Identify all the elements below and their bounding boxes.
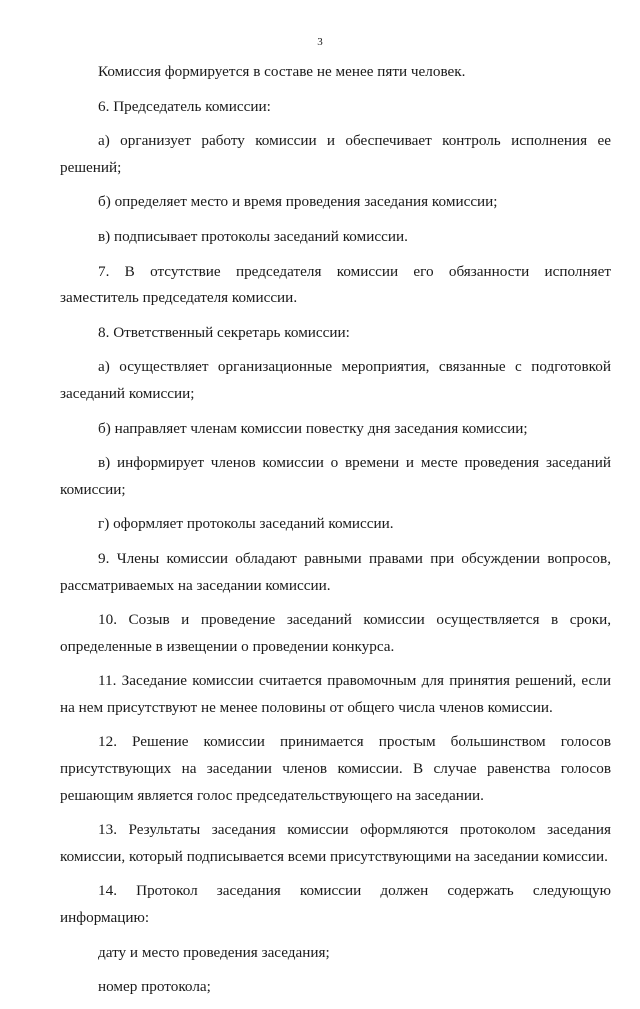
paragraph-8a: а) осуществляет организационные мероприятия, связанные с подготовкой заседаний комиссии; bbox=[60, 358, 611, 402]
paragraph-14-item-number: номер протокола; bbox=[98, 978, 211, 996]
paragraph-7: 7. В отсутствие председателя комиссии его обязанности исполняет заместитель председателя комиссии. bbox=[60, 262, 611, 307]
document-body bbox=[60, 59, 611, 1009]
paragraph-6c: в) подписывает протоколы заседаний комиссии. bbox=[98, 227, 408, 245]
paragraph-10: 10. Созыв и проведение заседаний комиссии осуществляется в сроки, определенные в извещении о проведении конкурса. bbox=[60, 611, 611, 655]
paragraph-6a: а) организует работу комиссии и обеспечивает контроль исполнения ее решений; bbox=[60, 132, 611, 176]
paragraph-14-item-date: дату и место проведения заседания; bbox=[98, 943, 330, 961]
paragraph-8b: б) направляет членам комиссии повестку дня заседания комиссии; bbox=[98, 419, 528, 437]
paragraph-6b: б) определяет место и время проведения заседания комиссии; bbox=[98, 193, 498, 211]
paragraph-14: 14. Протокол заседания комиссии должен содержать следующую информацию: bbox=[60, 882, 611, 927]
paragraph-8d: г) оформляет протоколы заседаний комиссии. bbox=[98, 515, 394, 533]
paragraph-11: 11. Заседание комиссии считается правомочным для принятия решений, если на нем присутствуют не менее половины от общего числа членов комиссии. bbox=[60, 672, 611, 716]
page-number: 3 bbox=[317, 36, 323, 48]
paragraph-9: 9. Члены комиссии обладают равными правами при обсуждении вопросов, рассматриваемых на заседании комиссии. bbox=[60, 549, 611, 594]
paragraph-8c: в) информирует членов комиссии о времени и месте проведения заседаний комиссии; bbox=[60, 454, 611, 498]
paragraph-commission-size: Комиссия формируется в составе не менее пяти человек. bbox=[98, 63, 466, 80]
paragraph-8-secretary-heading: 8. Ответственный секретарь комиссии: bbox=[98, 323, 350, 341]
paragraph-12: 12. Решение комиссии принимается простым большинством голосов присутствующих на заседании членов комиссии. В случае равенства голосов решающим является голос председательствующего на заседании. bbox=[60, 733, 611, 804]
paragraph-6-chairman-heading: 6. Председатель комиссии: bbox=[98, 97, 271, 115]
paragraph-13: 13. Результаты заседания комиссии оформляются протоколом заседания комиссии, который подписывается всеми присутствующими на заседании комиссии. bbox=[60, 821, 611, 865]
